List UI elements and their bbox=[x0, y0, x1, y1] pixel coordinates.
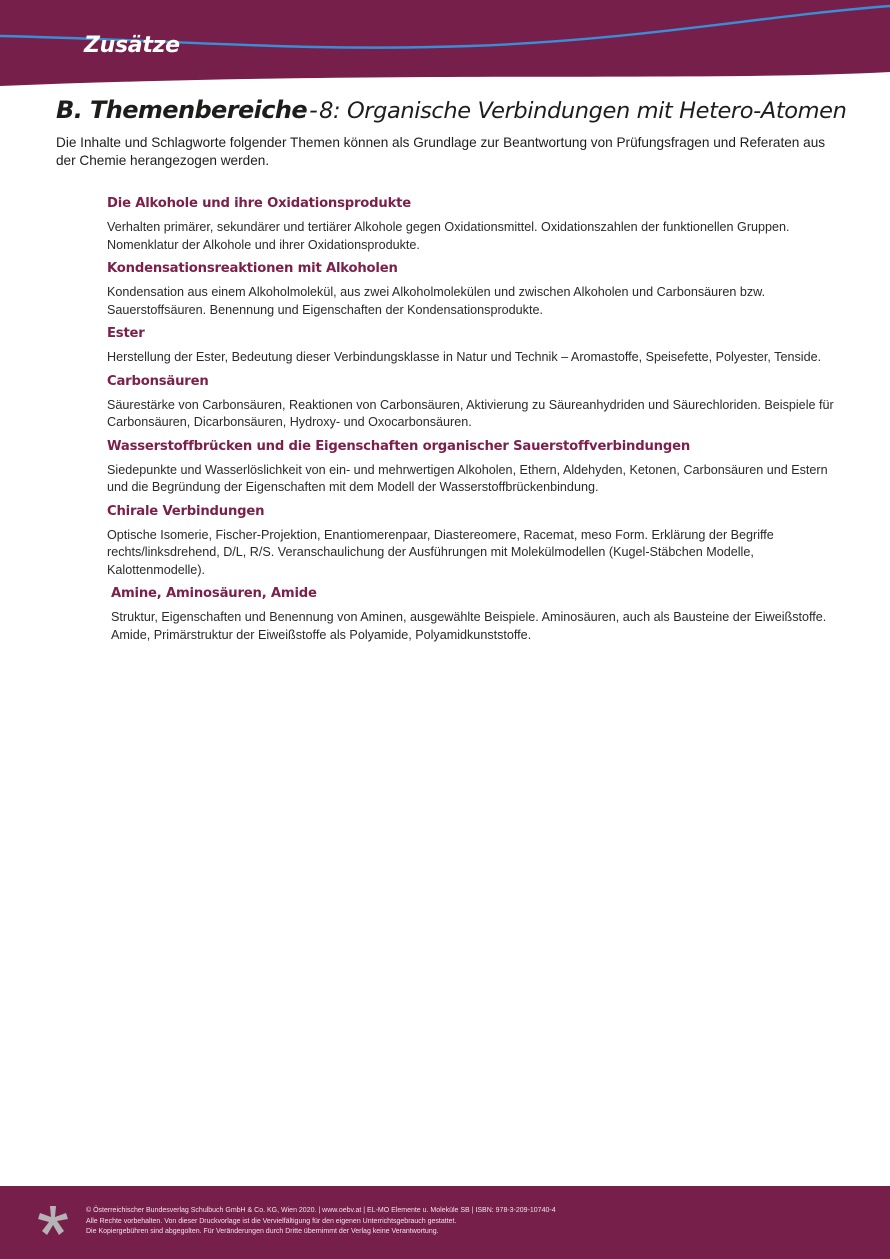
footer-band bbox=[0, 1186, 890, 1259]
topic-alkohole bbox=[107, 195, 842, 254]
footer-disclaimer: Die Kopiergebühren sind abgegolten. Für Veränderungen durch Dritte übernimmt der Verlag keine Verantwortung. bbox=[86, 1228, 439, 1235]
topic-title: Wasserstoffbrücken und die Eigenschaften organischer Sauerstoffverbindungen bbox=[107, 438, 691, 454]
page-title-main: B. Themenbereiche bbox=[56, 96, 308, 124]
topic-carbonsaeuren bbox=[107, 373, 842, 432]
page-title-separator: - bbox=[309, 96, 318, 124]
footer-rights: Alle Rechte vorbehalten. Von dieser Druckvorlage ist die Vervielfältigung für den eigenen Unterrichtsgebrauch gestattet. bbox=[86, 1217, 457, 1225]
topic-text: Herstellung der Ester, Bedeutung dieser Verbindungsklasse in Natur und Technik – Aromastoffe, Speisefette, Polyester, Tenside. bbox=[107, 350, 822, 364]
intro-paragraph: Die Inhalte und Schlagworte folgender Themen können als Grundlage zur Beantwortung von Prüfungsfragen und Referaten aus der Chemie herangezogen werden. bbox=[56, 135, 826, 168]
topic-title: Carbonsäuren bbox=[107, 373, 209, 389]
publisher-logo-icon bbox=[36, 1204, 70, 1238]
topic-text: Säurestärke von Carbonsäuren, Reaktionen von Carbonsäuren, Aktivierung zu Säureanhydriden und Säurechloriden. Beispiele für Carbonsäuren, Dicarbonsäuren, Hydroxy- und Oxocarbonsäuren. bbox=[107, 397, 834, 429]
header-band bbox=[0, 0, 890, 100]
topic-amine bbox=[111, 585, 842, 644]
topic-text: Siedepunkte und Wasserlöslichkeit von ein- und mehrwertigen Alkoholen, Ethern, Aldehyden, Ketonen, Carbonsäuren und Estern und die Begründung der Eigenschaften mit dem Modell der Wasserstoffbrückenbindung. bbox=[107, 462, 828, 494]
topic-kondensation bbox=[107, 260, 842, 319]
topic-title: Amine, Aminosäuren, Amide bbox=[111, 586, 317, 601]
topic-list bbox=[107, 195, 842, 650]
topic-text: Optische Isomerie, Fischer-Projektion, Enantiomerenpaar, Diastereomere, Racemat, meso Form. Erklärung der Begriffe rechts/linksdrehend, D/L, R/S. Veranschaulichung der Ausführungen mit Molekülmodellen (Kugel-Stäbchen Modelle, Kalottenmodelle). bbox=[107, 527, 774, 577]
page-title bbox=[56, 96, 856, 124]
topic-text: Kondensation aus einem Alkoholmolekül, aus zwei Alkoholmolekülen und zwischen Alkoholen und Carbonsäuren bzw. Sauerstoffsäuren. Benennung und Eigenschaften der Kondensationsprodukte. bbox=[107, 285, 766, 317]
page-title-subtitle: 8: Organische Verbindungen mit Hetero-Atomen bbox=[319, 98, 847, 124]
topic-chirale-verbindungen bbox=[107, 503, 842, 580]
topic-text: Struktur, Eigenschaften und Benennung von Aminen, ausgewählte Beispiele. Aminosäuren, auch als Bausteine der Eiweißstoffe. Amide, Primärstruktur der Eiweißstoffe als Polyamide, Polyamidkunststoffe. bbox=[111, 610, 827, 642]
topic-wasserstoffbruecken bbox=[107, 438, 842, 497]
section-title: Zusätze bbox=[84, 33, 180, 58]
topic-title: Chirale Verbindungen bbox=[107, 503, 265, 519]
topic-title: Ester bbox=[107, 326, 145, 341]
topic-title: Die Alkohole und ihre Oxidationsprodukte bbox=[107, 196, 412, 211]
footer-legal-text bbox=[86, 1206, 866, 1238]
topic-title: Kondensationsreaktionen mit Alkoholen bbox=[107, 261, 398, 276]
topic-text: Verhalten primärer, sekundärer und tertiärer Alkohole gegen Oxidationsmittel. Oxidationszahlen der funktionellen Gruppen. Nomenklatur der Alkohole und ihrer Oxidationsprodukte. bbox=[107, 220, 790, 252]
footer-copyright: © Österreichischer Bundesverlag Schulbuch GmbH & Co. KG, Wien 2020. | www.oebv.at | EL-MO Elemente u. Moleküle SB | ISBN: 978-3-209-10740-4 bbox=[86, 1207, 556, 1214]
topic-ester bbox=[107, 325, 842, 367]
